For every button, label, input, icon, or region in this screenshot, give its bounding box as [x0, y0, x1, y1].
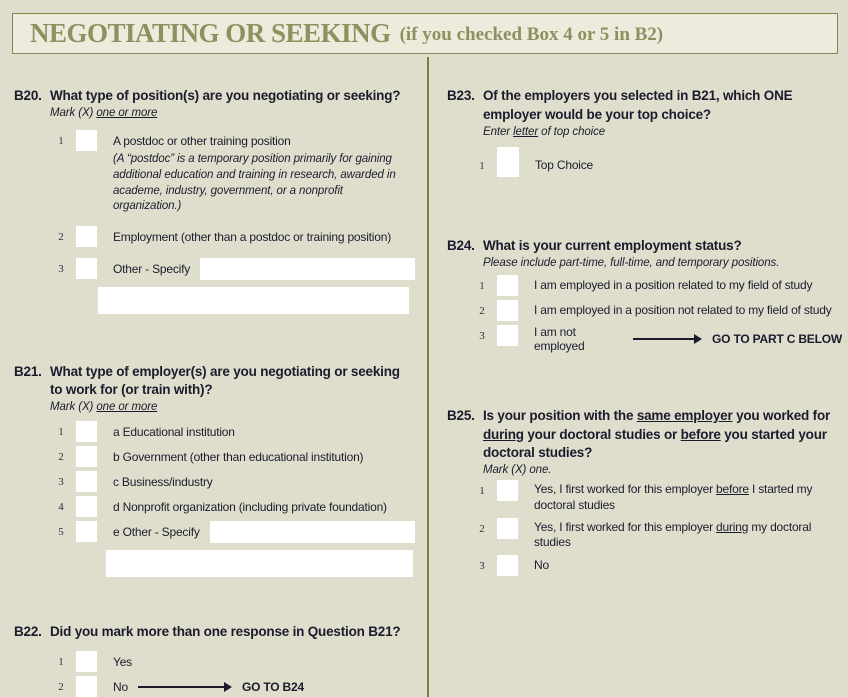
question-b21-options — [14, 421, 417, 577]
option-label: b Government (other than educational institution) — [113, 450, 364, 465]
question-b23-heading — [447, 87, 842, 125]
checkbox-b20-other[interactable] — [76, 258, 97, 279]
question-b24-heading — [447, 237, 842, 256]
checkbox-b24-not-related[interactable] — [497, 300, 518, 321]
checkbox-b21-business[interactable] — [76, 471, 97, 492]
option-row — [447, 300, 842, 321]
checkbox-b25-before[interactable] — [497, 480, 518, 501]
question-number: B21. — [14, 363, 42, 379]
question-title: What type of employer(s) are you negotiating or seeking to work for (or train with)? — [50, 363, 400, 398]
option-number: 2 — [58, 681, 64, 694]
option-label-wrap — [113, 676, 417, 697]
option-row — [447, 147, 842, 177]
checkbox-b25-no[interactable] — [497, 555, 518, 576]
option-number: 3 — [479, 329, 485, 342]
question-b22 — [14, 623, 417, 697]
option-row — [14, 496, 417, 517]
option-number: 1 — [479, 485, 485, 498]
option-number: 2 — [479, 522, 485, 535]
checkbox-b22-yes[interactable] — [76, 651, 97, 672]
option-number: 3 — [479, 559, 485, 572]
b23-top-choice-letter-input[interactable] — [497, 147, 519, 177]
question-instruction: Mark (X) one. — [483, 464, 552, 477]
option-label: c Business/industry — [113, 475, 213, 490]
question-instruction: Please include part-time, full-time, and temporary positions. — [483, 256, 780, 269]
checkbox-b20-postdoc[interactable] — [76, 130, 97, 151]
option-number: 2 — [479, 304, 485, 317]
option-label: Yes — [113, 654, 132, 669]
checkbox-b25-during[interactable] — [497, 518, 518, 539]
option-row — [14, 471, 417, 492]
question-b21 — [14, 363, 417, 578]
question-number: B24. — [447, 237, 475, 253]
instruction-underlined: letter — [513, 125, 539, 138]
option-number: 5 — [58, 526, 64, 539]
question-title: What type of position(s) are you negotiating or seeking? — [50, 88, 401, 103]
checkbox-b21-government[interactable] — [76, 446, 97, 467]
option-label: Other - Specify — [113, 261, 191, 276]
option-number: 1 — [58, 656, 64, 669]
option-label: Yes, I first worked for this employer during my doctoral studies — [534, 519, 812, 550]
option-row — [447, 480, 842, 513]
option-row — [14, 421, 417, 442]
question-number: B23. — [447, 88, 475, 103]
option-label-wrap — [113, 521, 417, 543]
question-title: What is your current employment status? — [483, 237, 742, 253]
question-b25 — [447, 407, 842, 576]
option-label: No — [113, 679, 128, 694]
question-b23-options — [447, 147, 842, 177]
option-number: 3 — [58, 476, 64, 489]
question-number: B22. — [14, 624, 42, 640]
option-label-wrap — [534, 325, 842, 353]
option-row — [447, 555, 842, 576]
option-label: d Nonprofit organization (including private foundation) — [113, 500, 387, 515]
question-b22-heading — [14, 623, 417, 642]
question-number: B25. — [447, 407, 475, 423]
instruction-text: Mark (X) — [50, 106, 97, 119]
option-number: 1 — [479, 159, 485, 172]
option-row — [14, 446, 417, 467]
skip-arrow — [633, 338, 700, 340]
option-row — [14, 651, 417, 672]
option-label: I am employed in a position not related to my field of study — [534, 303, 832, 318]
option-number: 1 — [58, 134, 64, 147]
question-columns — [0, 57, 848, 697]
checkbox-b20-employment[interactable] — [76, 226, 97, 247]
question-b22-options — [14, 651, 417, 697]
section-title-note: (if you checked Box 4 or 5 in B2) — [399, 24, 664, 45]
question-instruction — [483, 126, 842, 138]
option-row — [14, 521, 417, 543]
skip-arrow — [138, 686, 230, 688]
b21-other-specify-input[interactable] — [210, 521, 415, 543]
question-number: B20. — [14, 88, 42, 103]
question-instruction — [50, 401, 417, 413]
b21-other-specify-input-line2[interactable] — [106, 550, 413, 577]
question-b23 — [447, 87, 842, 177]
left-column — [0, 57, 429, 697]
question-b20 — [14, 87, 417, 314]
option-number: 1 — [479, 279, 485, 292]
checkbox-b21-educational[interactable] — [76, 421, 97, 442]
option-label: a Educational institution — [113, 425, 235, 440]
option-row — [14, 258, 417, 280]
goto-b24-label: GO TO B24 — [241, 679, 304, 694]
option-number: 2 — [58, 451, 64, 464]
option-row — [14, 226, 417, 247]
section-banner — [12, 13, 838, 54]
question-b24-options — [447, 275, 842, 353]
b20-other-specify-input[interactable] — [200, 258, 415, 280]
option-number: 4 — [58, 501, 64, 514]
question-title: Is your position with the same employer you worked for during your doctoral studies or before you started your doctoral studies? — [483, 407, 831, 461]
option-label: I am employed in a position related to my field of study — [534, 278, 813, 293]
instruction-text: Mark (X) — [50, 401, 97, 414]
instruction-underlined: one or more — [96, 106, 158, 119]
right-column — [429, 57, 848, 697]
question-b20-options — [14, 130, 417, 314]
checkbox-b21-nonprofit[interactable] — [76, 496, 97, 517]
checkbox-b24-related[interactable] — [497, 275, 518, 296]
section-title: NEGOTIATING OR SEEKING — [30, 18, 391, 48]
instruction-underlined: one or more — [96, 401, 158, 414]
question-instruction — [50, 107, 417, 119]
option-label: e Other - Specify — [113, 525, 200, 540]
question-b25-heading — [447, 407, 842, 464]
question-title: Did you mark more than one response in Question B21? — [50, 624, 401, 640]
option-label: A postdoc or other training position — [113, 133, 291, 148]
goto-part-c-label: GO TO PART C BELOW — [712, 331, 842, 346]
checkbox-b24-not-employed[interactable] — [497, 325, 518, 346]
option-number: 3 — [58, 262, 64, 275]
question-b25-options — [447, 480, 842, 575]
option-label: Employment (other than a postdoc or training position) — [113, 229, 392, 244]
option-number: 1 — [58, 426, 64, 439]
instruction-text: Enter — [483, 125, 514, 138]
option-label: Top Choice — [535, 157, 594, 172]
question-b21-heading — [14, 363, 417, 401]
option-note: (A “postdoc” is a temporary position primarily for gaining additional education and training in research, awarded in academe, industry, government, or a nonprofit organization.) — [113, 153, 396, 213]
option-number: 2 — [58, 230, 64, 243]
option-row — [14, 130, 417, 215]
option-label-wrap — [113, 258, 417, 280]
question-title: Of the employers you selected in B21, which ONE employer would be your top choice? — [483, 88, 793, 122]
question-b24 — [447, 237, 842, 353]
option-label: Yes, I first worked for this employer before I started my doctoral studies — [534, 482, 813, 512]
option-row — [447, 325, 842, 353]
question-b20-heading — [14, 87, 417, 106]
option-label-wrap — [113, 130, 417, 215]
option-row — [447, 275, 842, 296]
instruction-text: of top choice — [538, 125, 606, 138]
option-label: No — [534, 558, 549, 573]
option-row — [447, 518, 842, 551]
checkbox-b21-other[interactable] — [76, 521, 97, 542]
option-row — [14, 676, 417, 697]
option-label: I am not employed — [534, 324, 585, 353]
checkbox-b22-no[interactable] — [76, 676, 97, 697]
b20-other-specify-input-line2[interactable] — [98, 287, 409, 314]
